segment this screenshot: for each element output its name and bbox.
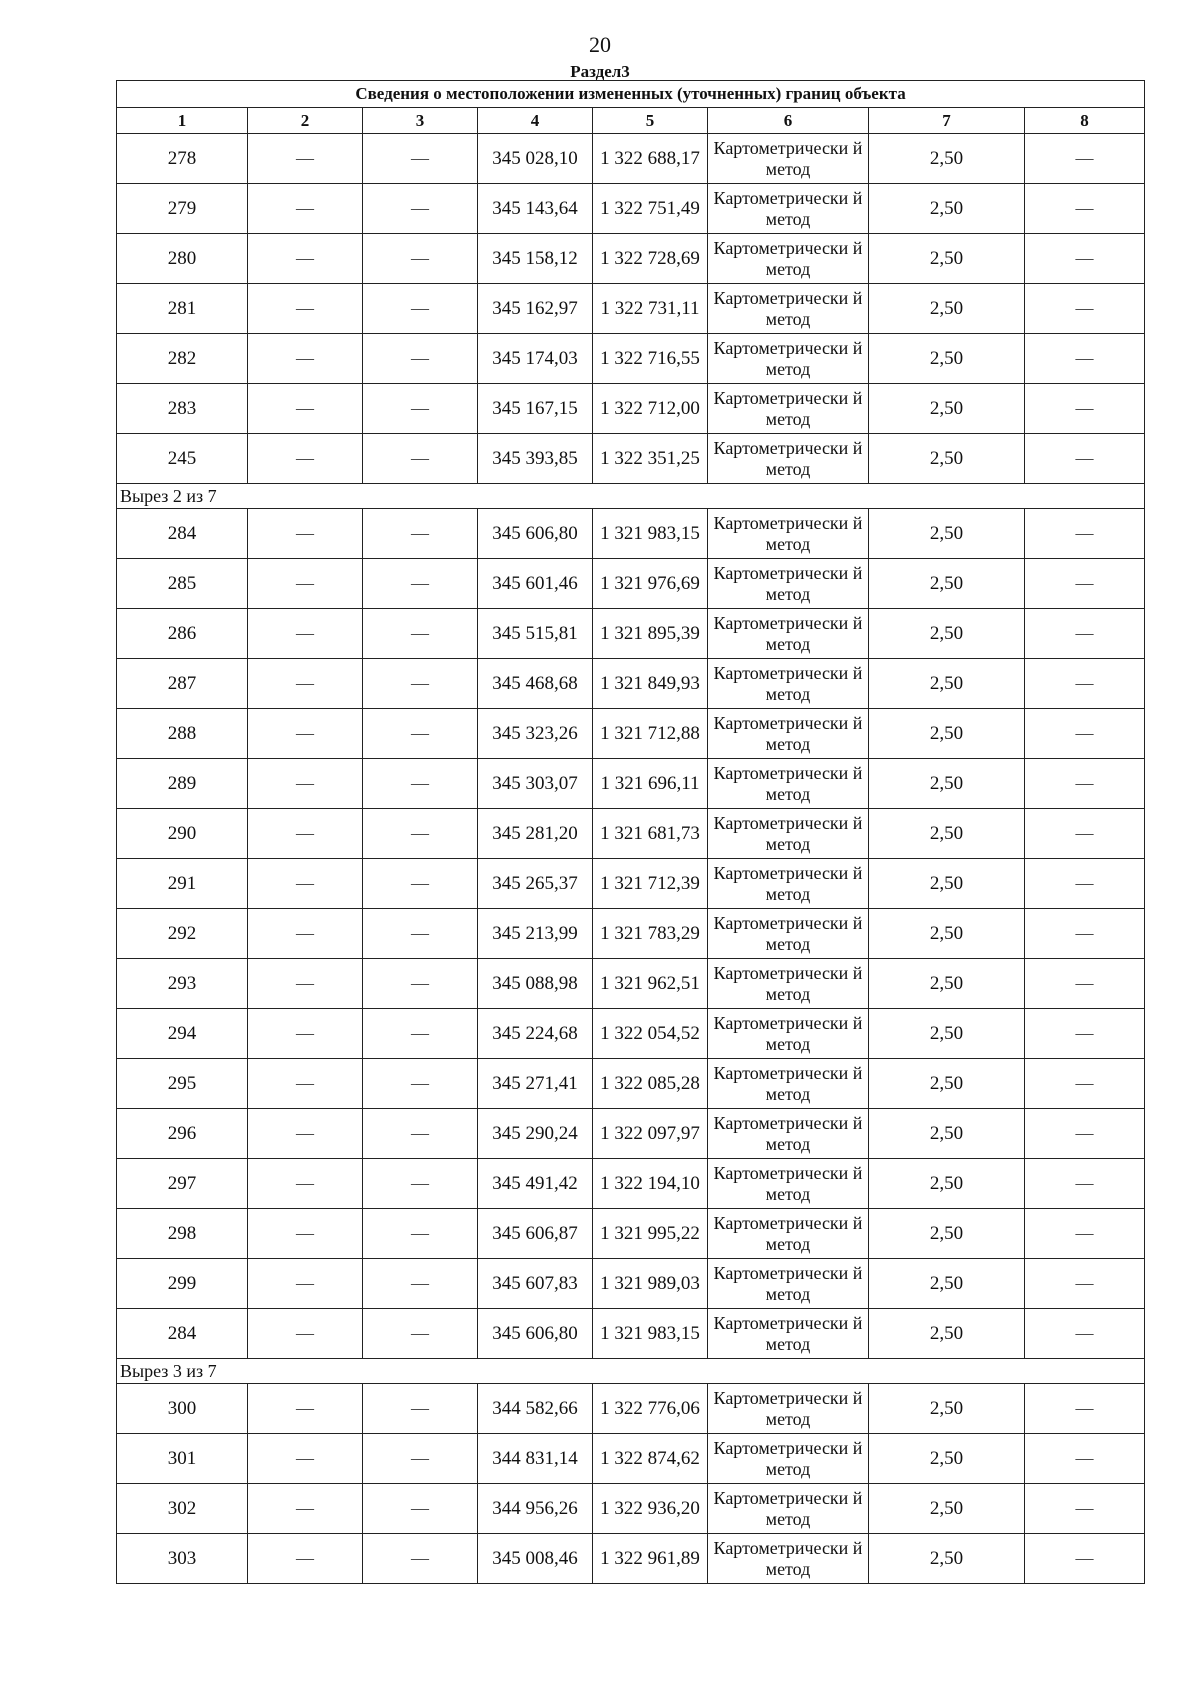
column-2-cell: —: [248, 1534, 363, 1584]
table-row: [117, 1209, 1145, 1259]
x-coordinate-cell: 345 265,37: [478, 859, 593, 909]
column-3-cell: —: [363, 1009, 478, 1059]
y-coordinate-cell: 1 322 097,97: [593, 1109, 708, 1159]
column-8-cell: —: [1025, 1159, 1145, 1209]
column-2-cell: —: [248, 134, 363, 184]
column-8-cell: —: [1025, 1484, 1145, 1534]
method-cell: Картометрически й метод: [708, 509, 869, 559]
column-8-cell: —: [1025, 1259, 1145, 1309]
method-cell: Картометрически й метод: [708, 384, 869, 434]
y-coordinate-cell: 1 322 194,10: [593, 1159, 708, 1209]
point-number-cell: 292: [117, 909, 248, 959]
table-row: [117, 559, 1145, 609]
method-cell: Картометрически й метод: [708, 284, 869, 334]
x-coordinate-cell: 345 008,46: [478, 1534, 593, 1584]
table-row: [117, 509, 1145, 559]
column-2-cell: —: [248, 559, 363, 609]
table-row: [117, 759, 1145, 809]
y-coordinate-cell: 1 321 696,11: [593, 759, 708, 809]
accuracy-cell: 2,50: [869, 1259, 1025, 1309]
x-coordinate-cell: 345 303,07: [478, 759, 593, 809]
y-coordinate-cell: 1 322 716,55: [593, 334, 708, 384]
column-2-cell: —: [248, 759, 363, 809]
method-cell: Картометрически й метод: [708, 134, 869, 184]
column-3-cell: —: [363, 1259, 478, 1309]
column-8-cell: —: [1025, 1209, 1145, 1259]
table-row: [117, 1534, 1145, 1584]
y-coordinate-cell: 1 321 681,73: [593, 809, 708, 859]
table-row: [117, 959, 1145, 1009]
accuracy-cell: 2,50: [869, 1059, 1025, 1109]
accuracy-cell: 2,50: [869, 334, 1025, 384]
point-number-cell: 297: [117, 1159, 248, 1209]
method-cell: Картометрически й метод: [708, 659, 869, 709]
column-3-cell: —: [363, 1534, 478, 1584]
column-2-cell: —: [248, 1434, 363, 1484]
table-row: [117, 709, 1145, 759]
accuracy-cell: 2,50: [869, 559, 1025, 609]
accuracy-cell: 2,50: [869, 1534, 1025, 1584]
method-cell: Картометрически й метод: [708, 334, 869, 384]
method-cell: Картометрически й метод: [708, 1059, 869, 1109]
method-cell: Картометрически й метод: [708, 859, 869, 909]
accuracy-cell: 2,50: [869, 959, 1025, 1009]
column-8-cell: —: [1025, 859, 1145, 909]
point-number-cell: 285: [117, 559, 248, 609]
column-3-cell: —: [363, 759, 478, 809]
accuracy-cell: 2,50: [869, 859, 1025, 909]
column-8-cell: —: [1025, 1109, 1145, 1159]
column-3-cell: —: [363, 234, 478, 284]
section-title: Раздел3: [570, 62, 630, 81]
column-3-cell: —: [363, 609, 478, 659]
x-coordinate-cell: 345 162,97: [478, 284, 593, 334]
method-cell: Картометрически й метод: [708, 1159, 869, 1209]
method-cell: Картометрически й метод: [708, 434, 869, 484]
y-coordinate-cell: 1 321 712,88: [593, 709, 708, 759]
x-coordinate-cell: 345 606,87: [478, 1209, 593, 1259]
y-coordinate-cell: 1 321 712,39: [593, 859, 708, 909]
table-row: [117, 184, 1145, 234]
x-coordinate-cell: 345 491,42: [478, 1159, 593, 1209]
column-2-cell: —: [248, 1209, 363, 1259]
table-row: [117, 609, 1145, 659]
table-row: [117, 134, 1145, 184]
table-row: [117, 1259, 1145, 1309]
x-coordinate-cell: 345 167,15: [478, 384, 593, 434]
x-coordinate-cell: 345 607,83: [478, 1259, 593, 1309]
method-cell: Картометрически й метод: [708, 1384, 869, 1434]
accuracy-cell: 2,50: [869, 1109, 1025, 1159]
column-2-cell: —: [248, 1484, 363, 1534]
column-3-cell: —: [363, 909, 478, 959]
x-coordinate-cell: 345 323,26: [478, 709, 593, 759]
point-number-cell: 279: [117, 184, 248, 234]
column-number: 2: [248, 108, 363, 134]
column-8-cell: —: [1025, 559, 1145, 609]
column-2-cell: —: [248, 659, 363, 709]
y-coordinate-cell: 1 322 351,25: [593, 434, 708, 484]
point-number-cell: 282: [117, 334, 248, 384]
method-cell: Картометрически й метод: [708, 1309, 869, 1359]
table-caption-row: [117, 81, 1145, 108]
column-2-cell: —: [248, 1009, 363, 1059]
coordinates-table: [116, 80, 1145, 1584]
point-number-cell: 291: [117, 859, 248, 909]
x-coordinate-cell: 345 028,10: [478, 134, 593, 184]
y-coordinate-cell: 1 321 783,29: [593, 909, 708, 959]
column-3-cell: —: [363, 509, 478, 559]
column-3-cell: —: [363, 1434, 478, 1484]
method-cell: Картометрически й метод: [708, 909, 869, 959]
column-3-cell: —: [363, 184, 478, 234]
accuracy-cell: 2,50: [869, 1309, 1025, 1359]
x-coordinate-cell: 345 224,68: [478, 1009, 593, 1059]
method-cell: Картометрически й метод: [708, 234, 869, 284]
y-coordinate-cell: 1 321 983,15: [593, 509, 708, 559]
column-number: 6: [708, 108, 869, 134]
column-3-cell: —: [363, 1109, 478, 1159]
column-2-cell: —: [248, 859, 363, 909]
table-row: [117, 284, 1145, 334]
column-8-cell: —: [1025, 384, 1145, 434]
column-3-cell: —: [363, 1384, 478, 1434]
column-3-cell: —: [363, 1059, 478, 1109]
column-number: 4: [478, 108, 593, 134]
column-number: 1: [117, 108, 248, 134]
column-8-cell: —: [1025, 1384, 1145, 1434]
y-coordinate-cell: 1 322 961,89: [593, 1534, 708, 1584]
method-cell: Картометрически й метод: [708, 1434, 869, 1484]
column-3-cell: —: [363, 1159, 478, 1209]
table-row: [117, 334, 1145, 384]
accuracy-cell: 2,50: [869, 1434, 1025, 1484]
table-row: [117, 1434, 1145, 1484]
point-number-cell: 298: [117, 1209, 248, 1259]
y-coordinate-cell: 1 322 054,52: [593, 1009, 708, 1059]
point-number-cell: 300: [117, 1384, 248, 1434]
method-cell: Картометрически й метод: [708, 1259, 869, 1309]
column-number: 8: [1025, 108, 1145, 134]
column-3-cell: —: [363, 1484, 478, 1534]
point-number-cell: 284: [117, 1309, 248, 1359]
column-2-cell: —: [248, 334, 363, 384]
column-8-cell: —: [1025, 1534, 1145, 1584]
column-2-cell: —: [248, 284, 363, 334]
accuracy-cell: 2,50: [869, 184, 1025, 234]
column-8-cell: —: [1025, 1009, 1145, 1059]
column-number: 5: [593, 108, 708, 134]
column-8-cell: —: [1025, 334, 1145, 384]
column-3-cell: —: [363, 809, 478, 859]
table-row: [117, 1009, 1145, 1059]
accuracy-cell: 2,50: [869, 659, 1025, 709]
y-coordinate-cell: 1 321 976,69: [593, 559, 708, 609]
column-2-cell: —: [248, 434, 363, 484]
method-cell: Картометрически й метод: [708, 559, 869, 609]
column-8-cell: —: [1025, 1434, 1145, 1484]
cutout-group-label: Вырез 3 из 7: [117, 1359, 1145, 1384]
accuracy-cell: 2,50: [869, 509, 1025, 559]
method-cell: Картометрически й метод: [708, 1209, 869, 1259]
method-cell: Картометрически й метод: [708, 959, 869, 1009]
column-2-cell: —: [248, 184, 363, 234]
column-2-cell: —: [248, 709, 363, 759]
y-coordinate-cell: 1 322 688,17: [593, 134, 708, 184]
column-8-cell: —: [1025, 659, 1145, 709]
accuracy-cell: 2,50: [869, 909, 1025, 959]
table-row: [117, 859, 1145, 909]
point-number-cell: 284: [117, 509, 248, 559]
cutout-group-row: [117, 484, 1145, 509]
point-number-cell: 295: [117, 1059, 248, 1109]
point-number-cell: 299: [117, 1259, 248, 1309]
y-coordinate-cell: 1 321 995,22: [593, 1209, 708, 1259]
accuracy-cell: 2,50: [869, 1159, 1025, 1209]
y-coordinate-cell: 1 321 983,15: [593, 1309, 708, 1359]
x-coordinate-cell: 345 088,98: [478, 959, 593, 1009]
column-3-cell: —: [363, 134, 478, 184]
accuracy-cell: 2,50: [869, 1209, 1025, 1259]
column-8-cell: —: [1025, 234, 1145, 284]
table-row: [117, 1384, 1145, 1434]
y-coordinate-cell: 1 322 728,69: [593, 234, 708, 284]
column-2-cell: —: [248, 1059, 363, 1109]
point-number-cell: 290: [117, 809, 248, 859]
accuracy-cell: 2,50: [869, 434, 1025, 484]
method-cell: Картометрически й метод: [708, 184, 869, 234]
column-3-cell: —: [363, 1209, 478, 1259]
x-coordinate-cell: 345 174,03: [478, 334, 593, 384]
point-number-cell: 281: [117, 284, 248, 334]
table-body: [117, 81, 1145, 1584]
x-coordinate-cell: 345 271,41: [478, 1059, 593, 1109]
point-number-cell: 302: [117, 1484, 248, 1534]
method-cell: Картометрически й метод: [708, 709, 869, 759]
table-row: [117, 384, 1145, 434]
column-3-cell: —: [363, 659, 478, 709]
x-coordinate-cell: 344 582,66: [478, 1384, 593, 1434]
column-8-cell: —: [1025, 959, 1145, 1009]
accuracy-cell: 2,50: [869, 134, 1025, 184]
point-number-cell: 286: [117, 609, 248, 659]
column-2-cell: —: [248, 234, 363, 284]
column-2-cell: —: [248, 809, 363, 859]
x-coordinate-cell: 345 515,81: [478, 609, 593, 659]
point-number-cell: 294: [117, 1009, 248, 1059]
point-number-cell: 283: [117, 384, 248, 434]
x-coordinate-cell: 345 601,46: [478, 559, 593, 609]
method-cell: Картометрически й метод: [708, 609, 869, 659]
method-cell: Картометрически й метод: [708, 809, 869, 859]
column-3-cell: —: [363, 434, 478, 484]
x-coordinate-cell: 345 606,80: [478, 1309, 593, 1359]
column-3-cell: —: [363, 284, 478, 334]
column-3-cell: —: [363, 384, 478, 434]
column-3-cell: —: [363, 709, 478, 759]
column-8-cell: —: [1025, 434, 1145, 484]
column-8-cell: —: [1025, 759, 1145, 809]
accuracy-cell: 2,50: [869, 1384, 1025, 1434]
x-coordinate-cell: 345 213,99: [478, 909, 593, 959]
y-coordinate-cell: 1 321 895,39: [593, 609, 708, 659]
column-2-cell: —: [248, 1109, 363, 1159]
column-number: 3: [363, 108, 478, 134]
cutout-group-label: Вырез 2 из 7: [117, 484, 1145, 509]
y-coordinate-cell: 1 321 962,51: [593, 959, 708, 1009]
point-number-cell: 245: [117, 434, 248, 484]
accuracy-cell: 2,50: [869, 759, 1025, 809]
table-row: [117, 1484, 1145, 1534]
point-number-cell: 289: [117, 759, 248, 809]
point-number-cell: 296: [117, 1109, 248, 1159]
cutout-group-row: [117, 1359, 1145, 1384]
point-number-cell: 287: [117, 659, 248, 709]
table-row: [117, 1309, 1145, 1359]
y-coordinate-cell: 1 322 874,62: [593, 1434, 708, 1484]
method-cell: Картометрически й метод: [708, 1009, 869, 1059]
table-row: [117, 234, 1145, 284]
y-coordinate-cell: 1 321 989,03: [593, 1259, 708, 1309]
x-coordinate-cell: 345 606,80: [478, 509, 593, 559]
column-8-cell: —: [1025, 134, 1145, 184]
table-row: [117, 1159, 1145, 1209]
column-2-cell: —: [248, 509, 363, 559]
column-8-cell: —: [1025, 709, 1145, 759]
y-coordinate-cell: 1 322 936,20: [593, 1484, 708, 1534]
point-number-cell: 293: [117, 959, 248, 1009]
table-row: [117, 809, 1145, 859]
x-coordinate-cell: 345 281,20: [478, 809, 593, 859]
accuracy-cell: 2,50: [869, 384, 1025, 434]
column-8-cell: —: [1025, 284, 1145, 334]
table-row: [117, 434, 1145, 484]
table-row: [117, 1059, 1145, 1109]
x-coordinate-cell: 345 393,85: [478, 434, 593, 484]
y-coordinate-cell: 1 322 712,00: [593, 384, 708, 434]
x-coordinate-cell: 344 956,26: [478, 1484, 593, 1534]
method-cell: Картометрически й метод: [708, 759, 869, 809]
y-coordinate-cell: 1 321 849,93: [593, 659, 708, 709]
point-number-cell: 278: [117, 134, 248, 184]
column-2-cell: —: [248, 1384, 363, 1434]
accuracy-cell: 2,50: [869, 809, 1025, 859]
column-2-cell: —: [248, 909, 363, 959]
point-number-cell: 288: [117, 709, 248, 759]
accuracy-cell: 2,50: [869, 234, 1025, 284]
accuracy-cell: 2,50: [869, 284, 1025, 334]
y-coordinate-cell: 1 322 085,28: [593, 1059, 708, 1109]
method-cell: Картометрически й метод: [708, 1484, 869, 1534]
column-2-cell: —: [248, 384, 363, 434]
y-coordinate-cell: 1 322 776,06: [593, 1384, 708, 1434]
x-coordinate-cell: 345 290,24: [478, 1109, 593, 1159]
column-number: 7: [869, 108, 1025, 134]
column-2-cell: —: [248, 609, 363, 659]
method-cell: Картометрически й метод: [708, 1534, 869, 1584]
column-number-row: [117, 108, 1145, 134]
column-2-cell: —: [248, 1309, 363, 1359]
point-number-cell: 303: [117, 1534, 248, 1584]
accuracy-cell: 2,50: [869, 1484, 1025, 1534]
method-cell: Картометрически й метод: [708, 1109, 869, 1159]
accuracy-cell: 2,50: [869, 709, 1025, 759]
column-8-cell: —: [1025, 184, 1145, 234]
column-8-cell: —: [1025, 509, 1145, 559]
column-8-cell: —: [1025, 609, 1145, 659]
x-coordinate-cell: 345 158,12: [478, 234, 593, 284]
column-8-cell: —: [1025, 909, 1145, 959]
column-3-cell: —: [363, 859, 478, 909]
accuracy-cell: 2,50: [869, 1009, 1025, 1059]
x-coordinate-cell: 344 831,14: [478, 1434, 593, 1484]
table-caption: Сведения о местоположении измененных (уточненных) границ объекта: [117, 81, 1145, 108]
y-coordinate-cell: 1 322 731,11: [593, 284, 708, 334]
column-2-cell: —: [248, 1259, 363, 1309]
column-8-cell: —: [1025, 809, 1145, 859]
x-coordinate-cell: 345 143,64: [478, 184, 593, 234]
column-3-cell: —: [363, 959, 478, 1009]
x-coordinate-cell: 345 468,68: [478, 659, 593, 709]
column-3-cell: —: [363, 559, 478, 609]
point-number-cell: 301: [117, 1434, 248, 1484]
column-3-cell: —: [363, 334, 478, 384]
column-2-cell: —: [248, 1159, 363, 1209]
column-3-cell: —: [363, 1309, 478, 1359]
column-2-cell: —: [248, 959, 363, 1009]
table-row: [117, 659, 1145, 709]
column-8-cell: —: [1025, 1309, 1145, 1359]
column-8-cell: —: [1025, 1059, 1145, 1109]
y-coordinate-cell: 1 322 751,49: [593, 184, 708, 234]
page-number: 20: [589, 32, 611, 57]
accuracy-cell: 2,50: [869, 609, 1025, 659]
table-row: [117, 909, 1145, 959]
point-number-cell: 280: [117, 234, 248, 284]
table-row: [117, 1109, 1145, 1159]
